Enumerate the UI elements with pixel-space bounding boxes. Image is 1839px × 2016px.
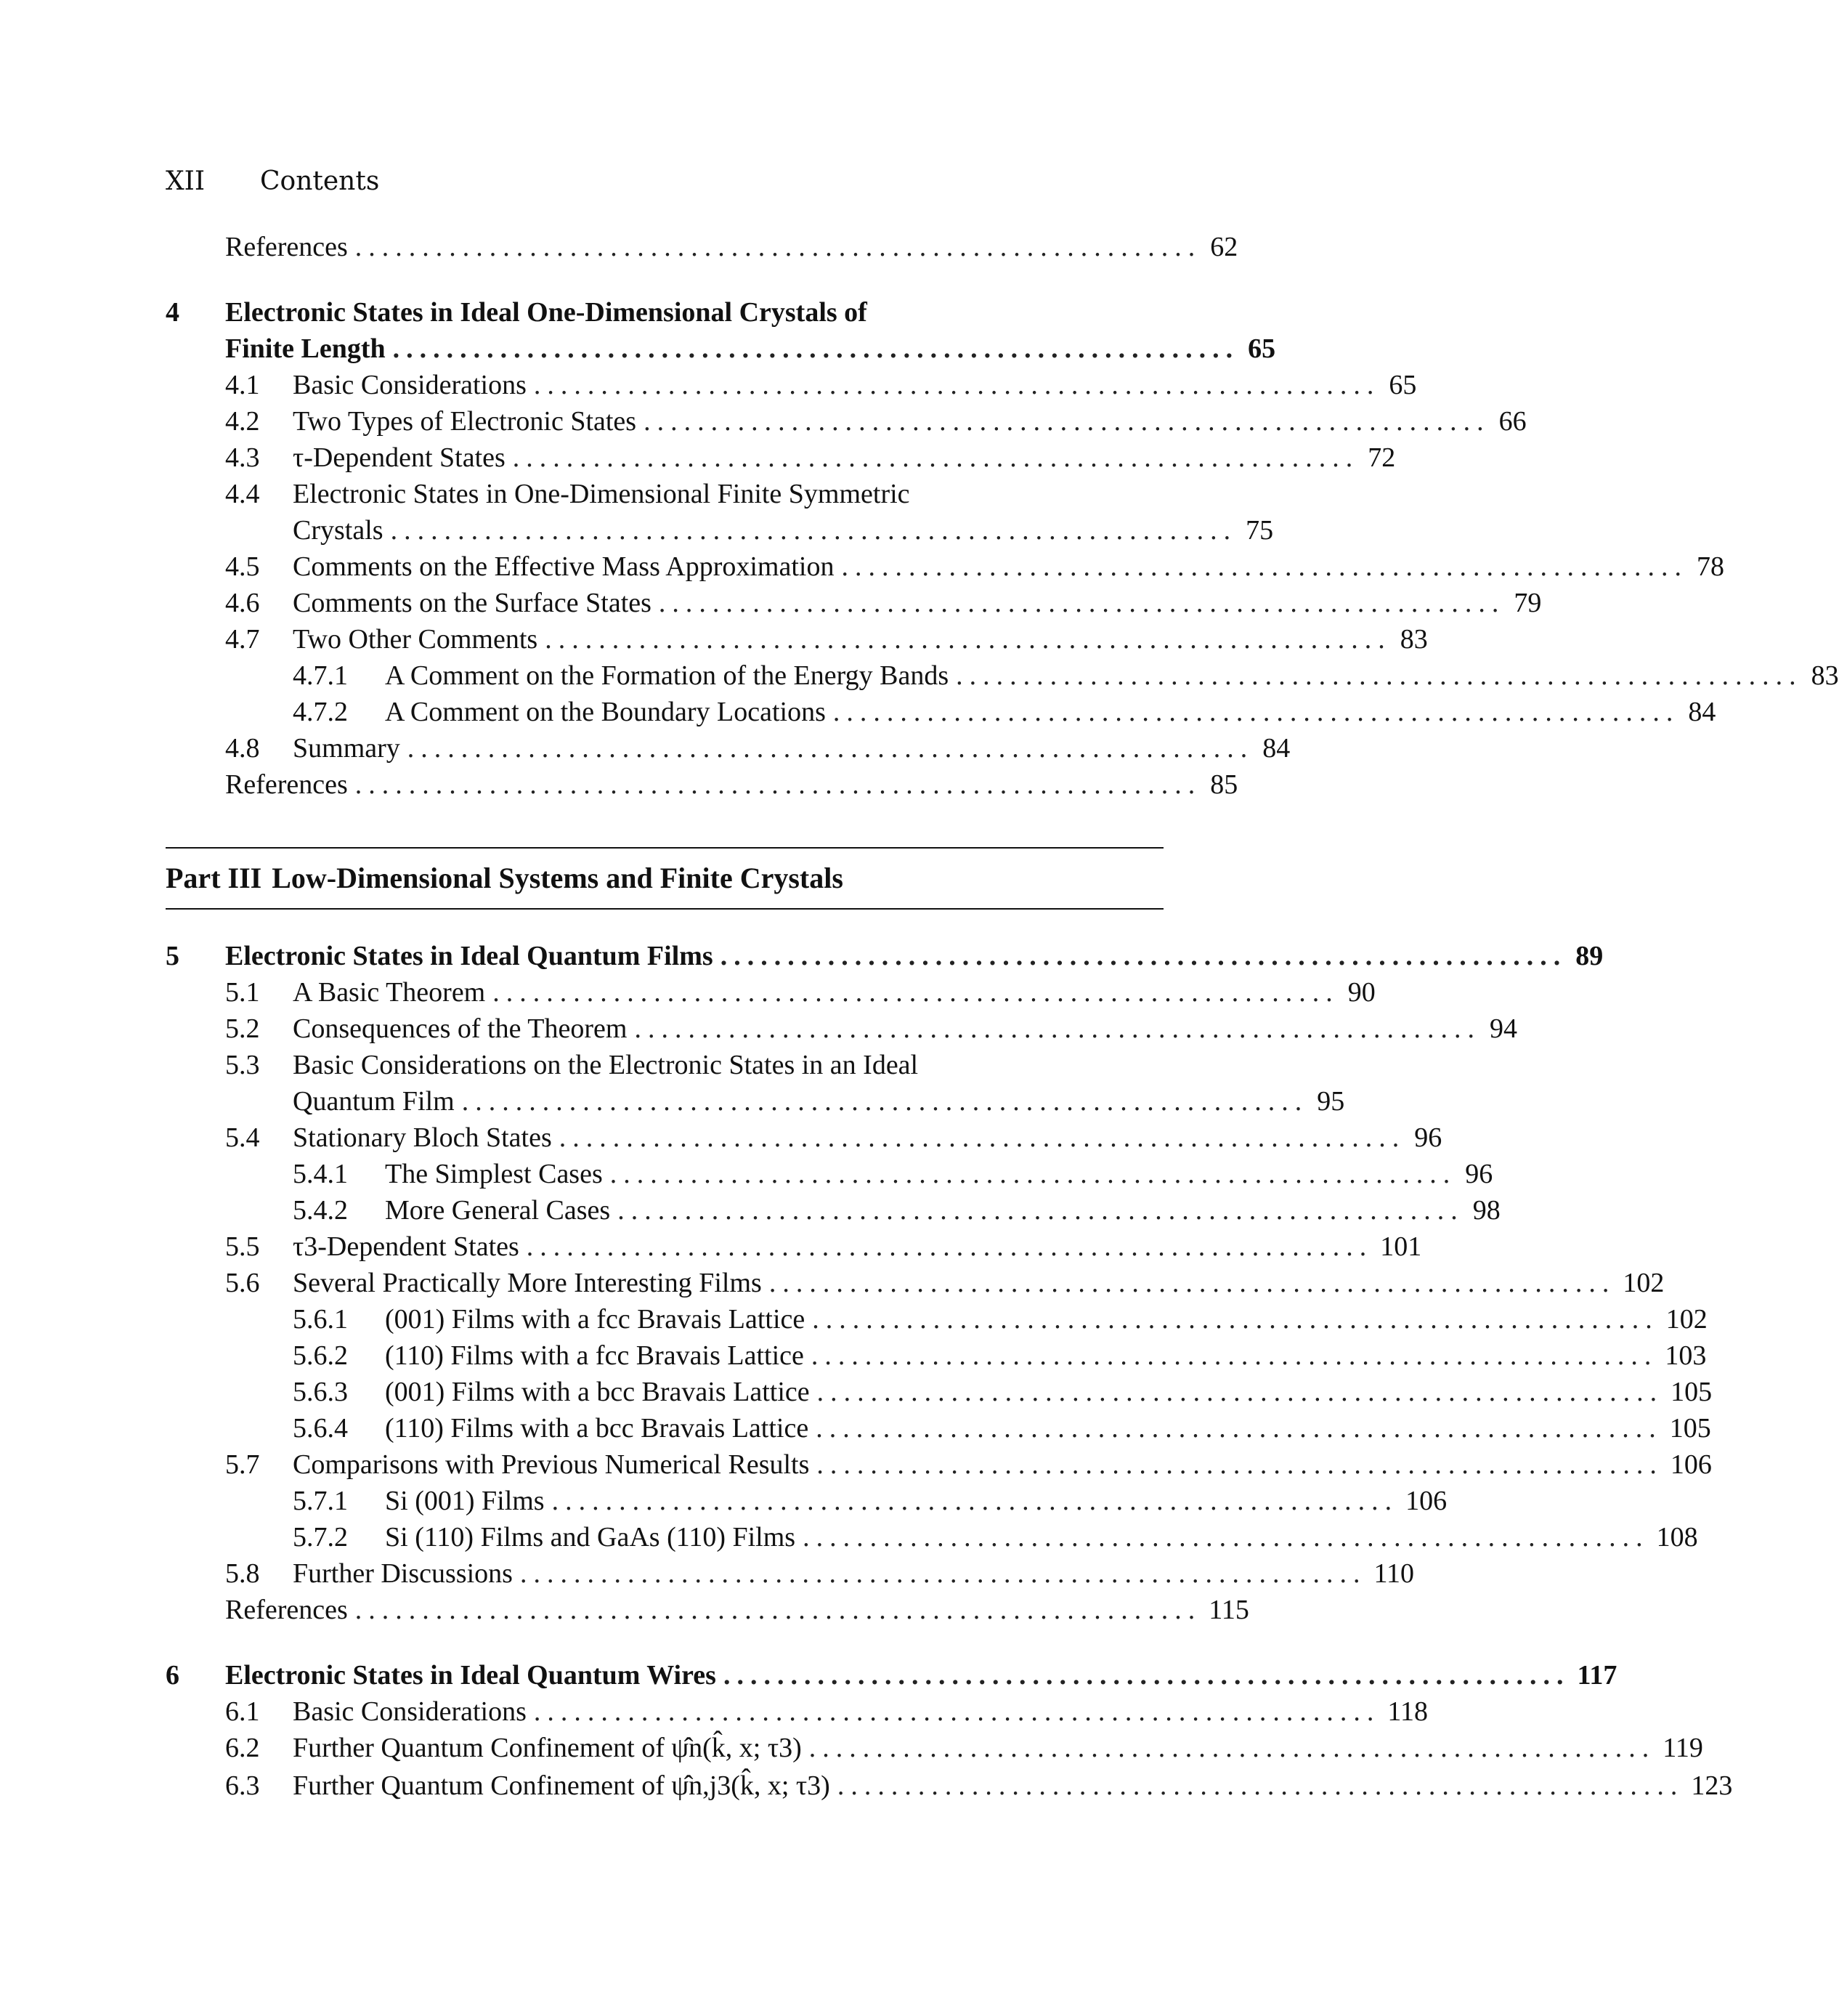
- toc-entry-5-6-4[interactable]: [166, 1411, 1711, 1446]
- part-rule-top: [166, 847, 1164, 849]
- entry-page: 108: [1656, 1522, 1698, 1553]
- toc-entry-5-7-2[interactable]: [166, 1520, 1698, 1555]
- toc-entry-4-4[interactable]: [166, 513, 1274, 548]
- section-number: 4.7: [225, 624, 260, 655]
- entry-page: 75: [1246, 515, 1274, 546]
- toc-entry-chapter-5[interactable]: [166, 939, 1604, 973]
- entry-page: 84: [1688, 697, 1716, 727]
- toc-entry-references-ch3[interactable]: [166, 230, 1238, 264]
- toc-entry-6-1[interactable]: [166, 1694, 1428, 1729]
- toc-entry-chapter-6[interactable]: [166, 1658, 1617, 1693]
- entry-page: 66: [1498, 406, 1527, 437]
- chapter-number: 4: [166, 297, 179, 328]
- entry-page: 115: [1209, 1595, 1249, 1625]
- entry-title: (110) Films with a fcc Bravais Lattice: [385, 1340, 804, 1371]
- section-number: 4.1: [225, 370, 260, 400]
- subsection-number: 4.7.1: [293, 660, 348, 691]
- toc-entry-6-3[interactable]: [166, 1768, 1733, 1803]
- section-number: 5.4: [225, 1122, 260, 1153]
- toc-entry-4-1[interactable]: [166, 368, 1417, 402]
- entry-page: 110: [1373, 1558, 1415, 1589]
- dot-leader: ...............................................................: [519, 1558, 1367, 1589]
- section-number: 4.8: [225, 733, 260, 764]
- dot-leader: ...............................................................: [811, 1340, 1658, 1371]
- entry-title: Several Practically More Interesting Films: [293, 1268, 762, 1298]
- entry-title: More General Cases: [385, 1195, 611, 1226]
- entry-page: 65: [1248, 333, 1276, 364]
- part-rule-bottom: [166, 908, 1164, 910]
- entry-title: (001) Films with a bcc Bravais Lattice: [385, 1377, 810, 1407]
- dot-leader: ...............................................................: [492, 977, 1339, 1008]
- entry-page: 78: [1696, 551, 1724, 582]
- entry-page: 83: [1811, 660, 1839, 691]
- toc-entry-5-6[interactable]: [166, 1266, 1665, 1300]
- toc-entry-5-5[interactable]: [166, 1229, 1422, 1264]
- entry-title: The Simplest Cases: [385, 1159, 603, 1189]
- dot-leader: ...............................................................: [956, 660, 1803, 691]
- dot-leader: ...............................................................: [634, 1013, 1481, 1044]
- section-number: 4.3: [225, 442, 260, 473]
- toc-entry-5-2[interactable]: [166, 1011, 1517, 1046]
- subsection-number: 5.6.2: [293, 1340, 348, 1371]
- dot-leader: ...............................................................: [768, 1268, 1616, 1298]
- toc-entry-4-7[interactable]: [166, 622, 1428, 657]
- subsection-number: 5.7.2: [293, 1522, 348, 1553]
- toc-entry-4-7-2[interactable]: [166, 695, 1716, 729]
- entry-title: References: [225, 769, 348, 800]
- toc-entry-4-6[interactable]: [166, 586, 1542, 620]
- subsection-number: 5.6.1: [293, 1304, 348, 1335]
- dot-leader: ...............................................................: [533, 370, 1381, 400]
- toc-entry-5-6-2[interactable]: [166, 1338, 1707, 1373]
- part-heading[interactable]: [166, 861, 843, 896]
- dot-leader: ...............................................................: [841, 551, 1688, 582]
- toc-entry-5-7-1[interactable]: [166, 1483, 1448, 1518]
- dot-leader: ...............................................................: [512, 442, 1360, 473]
- section-number: 4.6: [225, 588, 260, 618]
- toc-entry-5-4-1[interactable]: [166, 1157, 1493, 1191]
- entry-page: 79: [1514, 588, 1542, 618]
- section-number: 4.5: [225, 551, 260, 582]
- entry-title: References: [225, 232, 348, 262]
- toc-entry-4-5[interactable]: [166, 549, 1724, 584]
- toc-entry-5-7[interactable]: [166, 1447, 1712, 1482]
- toc-entry-4-2[interactable]: [166, 404, 1527, 439]
- dot-leader: ...............................................................: [720, 941, 1567, 971]
- entry-title: Comparisons with Previous Numerical Results: [293, 1449, 810, 1480]
- entry-title: Two Types of Electronic States: [293, 406, 637, 437]
- section-number: 5.3: [225, 1050, 260, 1080]
- entry-title: (001) Films with a fcc Bravais Lattice: [385, 1304, 805, 1335]
- entry-title: Si (110) Films and GaAs (110) Films: [385, 1522, 796, 1553]
- page-folio: XII: [166, 166, 206, 196]
- entry-page: 105: [1669, 1413, 1711, 1444]
- subsection-number: 5.7.1: [293, 1486, 348, 1516]
- toc-entry-5-6-1[interactable]: [166, 1302, 1708, 1337]
- toc-entry-4-8[interactable]: [166, 731, 1291, 766]
- entry-page: 89: [1575, 941, 1604, 971]
- entry-page: 96: [1465, 1159, 1493, 1189]
- entry-page: 102: [1665, 1304, 1708, 1335]
- entry-page: 106: [1405, 1486, 1448, 1516]
- entry-title: Basic Considerations: [293, 370, 527, 400]
- chapter-title-line2: Finite Length: [225, 333, 386, 364]
- entry-title: Summary: [293, 733, 400, 764]
- section-number: 5.7: [225, 1449, 260, 1480]
- toc-entry-5-1[interactable]: [166, 975, 1376, 1010]
- toc-entry-5-8[interactable]: [166, 1556, 1415, 1591]
- dot-leader: ...............................................................: [816, 1377, 1664, 1407]
- section-number: 5.2: [225, 1013, 260, 1044]
- entry-title: Further Quantum Confinement of ψ̂n(k̂, x; τ3): [293, 1733, 802, 1763]
- running-head: [166, 166, 379, 198]
- entry-title: Comments on the Surface States: [293, 588, 651, 618]
- chapter-title: Electronic States in Ideal Quantum Films: [225, 941, 713, 971]
- entry-title: A Comment on the Formation of the Energy Bands: [385, 660, 949, 691]
- entry-title: Two Other Comments: [293, 624, 538, 655]
- entry-title: Comments on the Effective Mass Approximation: [293, 551, 835, 582]
- entry-title: τ-Dependent States: [293, 442, 506, 473]
- entry-page: 94: [1489, 1013, 1517, 1044]
- entry-title-line1[interactable]: Electronic States in One-Dimensional Finite Symmetric: [293, 479, 910, 509]
- entry-page: 119: [1663, 1733, 1703, 1763]
- toc-entry-4-7-1[interactable]: [166, 658, 1839, 693]
- section-number: 4.2: [225, 406, 260, 437]
- dot-leader: ...............................................................: [609, 1159, 1457, 1189]
- entry-title: Si (001) Films: [385, 1486, 545, 1516]
- entry-title-line1[interactable]: Basic Considerations on the Electronic States in an Ideal: [293, 1050, 919, 1080]
- entry-page: 72: [1368, 442, 1396, 473]
- section-number: 6.1: [225, 1696, 260, 1727]
- dot-leader: ...............................................................: [816, 1449, 1663, 1480]
- dot-leader: ...............................................................: [617, 1195, 1464, 1226]
- toc-entry-5-3[interactable]: [166, 1084, 1345, 1119]
- toc-entry-5-6-3[interactable]: [166, 1375, 1713, 1409]
- toc-entry-5-4-2[interactable]: [166, 1193, 1501, 1228]
- entry-page: 85: [1210, 769, 1238, 800]
- entry-page: 90: [1347, 977, 1376, 1008]
- section-number: 5.6: [225, 1268, 260, 1298]
- part-label: Part III: [166, 862, 262, 894]
- entry-page: 118: [1387, 1696, 1428, 1727]
- dot-leader: ...............................................................: [551, 1486, 1399, 1516]
- dot-leader: ...............................................................: [354, 769, 1202, 800]
- entry-page: 117: [1577, 1660, 1617, 1691]
- entry-page: 123: [1691, 1770, 1733, 1801]
- entry-page: 95: [1317, 1086, 1345, 1117]
- entry-page: 84: [1262, 733, 1291, 764]
- subsection-number: 5.4.2: [293, 1195, 348, 1226]
- entry-title: Consequences of the Theorem: [293, 1013, 628, 1044]
- entry-title: Further Discussions: [293, 1558, 513, 1589]
- entry-title: Basic Considerations: [293, 1696, 527, 1727]
- entry-title: A Comment on the Boundary Locations: [385, 697, 826, 727]
- subsection-number: 4.7.2: [293, 697, 348, 727]
- dot-leader: ...............................................................: [392, 333, 1240, 364]
- entry-title: Further Quantum Confinement of ψ̂n,j3(k̂, x; τ3): [293, 1770, 830, 1801]
- running-title: Contents: [260, 166, 380, 196]
- subsection-number: 5.6.3: [293, 1377, 348, 1407]
- toc-entry-chapter-4[interactable]: [166, 331, 1276, 366]
- entry-title-line2: Crystals: [293, 515, 383, 546]
- entry-page: 101: [1380, 1231, 1422, 1262]
- dot-leader: ...............................................................: [658, 588, 1506, 618]
- section-number: 5.1: [225, 977, 260, 1008]
- entry-page: 106: [1670, 1449, 1712, 1480]
- dot-leader: ...............................................................: [644, 406, 1490, 437]
- entry-page: 103: [1665, 1340, 1707, 1371]
- dot-leader: ...............................................................: [526, 1231, 1373, 1262]
- chapter-number: 6: [166, 1660, 179, 1691]
- entry-title: τ3-Dependent States: [293, 1231, 519, 1262]
- entry-title: References: [225, 1595, 348, 1625]
- chapter-title-line1[interactable]: Electronic States in Ideal One-Dimensional Crystals of: [225, 297, 867, 328]
- toc-entry-5-4[interactable]: [166, 1120, 1442, 1155]
- dot-leader: ...............................................................: [533, 1696, 1381, 1727]
- entry-title: A Basic Theorem: [293, 977, 486, 1008]
- chapter-number: 5: [166, 941, 179, 971]
- dot-leader: ...............................................................: [461, 1086, 1309, 1117]
- section-number: 5.5: [225, 1231, 260, 1262]
- dot-leader: ...............................................................: [354, 1595, 1202, 1625]
- dot-leader: ...............................................................: [354, 232, 1202, 262]
- section-number: 6.3: [225, 1770, 260, 1801]
- entry-page: 62: [1210, 232, 1238, 262]
- entry-page: 83: [1400, 624, 1428, 655]
- entry-page: 98: [1472, 1195, 1501, 1226]
- section-number: 6.2: [225, 1733, 260, 1763]
- dot-leader: ...............................................................: [390, 515, 1238, 546]
- dot-leader: ...............................................................: [816, 1413, 1663, 1444]
- toc-entry-references-ch4[interactable]: [166, 767, 1238, 802]
- entry-page: 105: [1670, 1377, 1713, 1407]
- entry-title: Stationary Bloch States: [293, 1122, 552, 1153]
- dot-leader: ...............................................................: [837, 1770, 1684, 1801]
- subsection-number: 5.6.4: [293, 1413, 348, 1444]
- dot-leader: ...............................................................: [808, 1733, 1656, 1763]
- toc-entry-references-ch5[interactable]: [166, 1592, 1249, 1627]
- subsection-number: 5.4.1: [293, 1159, 348, 1189]
- dot-leader: ...............................................................: [559, 1122, 1406, 1153]
- entry-page: 102: [1623, 1268, 1665, 1298]
- dot-leader: ...............................................................: [723, 1660, 1570, 1691]
- section-number: 4.4: [225, 479, 260, 509]
- toc-entry-4-3[interactable]: [166, 440, 1396, 475]
- dot-leader: ...............................................................: [545, 624, 1392, 655]
- entry-page: 65: [1389, 370, 1417, 400]
- entry-title-line2: Quantum Film: [293, 1086, 455, 1117]
- part-title: Low-Dimensional Systems and Finite Crystals: [272, 862, 843, 894]
- dot-leader: ...............................................................: [812, 1304, 1659, 1335]
- toc-entry-6-2[interactable]: [166, 1730, 1703, 1765]
- chapter-title: Electronic States in Ideal Quantum Wires: [225, 1660, 716, 1691]
- dot-leader: ...............................................................: [832, 697, 1680, 727]
- dot-leader: ...............................................................: [803, 1522, 1649, 1553]
- entry-title: (110) Films with a bcc Bravais Lattice: [385, 1413, 809, 1444]
- section-number: 5.8: [225, 1558, 260, 1589]
- dot-leader: ...............................................................: [407, 733, 1254, 764]
- entry-page: 96: [1414, 1122, 1442, 1153]
